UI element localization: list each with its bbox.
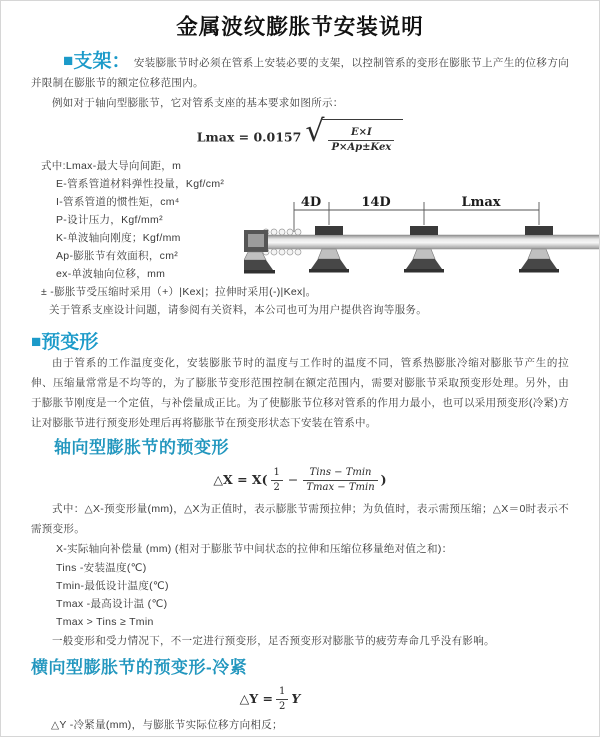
axial-subheading: 轴向型膨胀节的预变形 xyxy=(54,438,229,457)
lmax-formula-denominator: P×Ap±Kex xyxy=(331,142,392,153)
lateral-formula-half xyxy=(276,686,288,713)
x-definition-line: X-实际轴向补偿量 (mm) (相对于膨胀节中间状态的拉伸和压缩位移量绝对值之和)： xyxy=(56,543,453,555)
definition-e: E-管系管道材料弹性投量，Kgf/cm² xyxy=(56,178,225,190)
definition-ex: ex-单波轴向位移，mm xyxy=(56,268,166,280)
axial-note: 一般变形和受力情况下，不一定进行预变形，足否预变形对膨胀节的疲劳寿命几乎没有影响。 xyxy=(52,635,495,647)
axial-formula xyxy=(31,463,569,497)
section-bullet-icon: ■ xyxy=(63,51,74,70)
lmax-formula-lhs: Lmax = 0.0157 xyxy=(196,129,302,145)
sqrt-radical-group xyxy=(305,114,403,158)
temp-fraction-denominator: Tmax − Tmin xyxy=(306,482,375,493)
predeform-section-heading xyxy=(31,331,569,353)
definition-plusminus: ± -膨胀节受压缩时采用（+）|Kex|；拉伸时采用(-)|Kex|。 xyxy=(41,286,317,298)
dimension-label-14d: 14D xyxy=(361,195,391,210)
lateral-formula-rhs: Y xyxy=(291,691,301,706)
lateral-half-denominator: 2 xyxy=(279,701,286,712)
pipe xyxy=(244,235,600,249)
support-heading-label: 支架： xyxy=(73,51,131,72)
axial-formula-half xyxy=(271,467,283,494)
definition-ap: Ap-膨胀节有效面积，cm² xyxy=(56,250,179,262)
predeform-paragraph: 由于管系的工作温度变化，安装膨胀节时的温度与工作时的温度不同，管系热膨胀冷缩对膨胀节产生的拉伸、压缩量常常是不均等的，为了膨胀节变形范围控制在额定范围内，需要对膨胀节采取预变形处理。另外，由于膨胀节刚度是一个定值，与补偿量成正比。为了使膨胀节位移对管系的作用力最小，也可以采用预变形(冷紧)方让对膨胀节进行预变形处理后再将膨胀节在预变形状态下安装在管系中。 xyxy=(31,357,569,429)
temperature-inequality: Tmax > Tins ≥ Tmin xyxy=(56,616,154,628)
dimension-label-lmax: Lmax xyxy=(461,195,501,210)
lateral-formula xyxy=(1,685,539,713)
lateral-half-numerator: 1 xyxy=(276,686,288,700)
axial-formula-operator: − xyxy=(287,472,299,487)
definition-tins: Tins -安装温度(℃) xyxy=(56,562,147,574)
consult-note: 关于管系支座设计问题，请参阅有关资料，本公司也可为用户提供咨询等服务。 xyxy=(49,304,427,316)
axial-formula-temp-fraction xyxy=(303,467,377,494)
lateral-formula-lhs: △Y = xyxy=(239,691,274,706)
lateral-definition-line: △Y -冷紧量(mm)，与膨胀节实际位移方向相反； xyxy=(51,719,283,731)
axial-explanation: 式中：△X-预变形量(mm)，△X为正值时，表示膨胀节需预拉伸；为负值时，表示需预压缩；△X＝0时表示不需预变形。 xyxy=(31,503,569,535)
definition-tmax: Tmax -最高设计温 (℃) xyxy=(56,598,168,610)
definition-k: K-单波轴向刚度；Kgf/mm xyxy=(56,232,181,244)
dimension-label-4d: 4D xyxy=(300,195,322,210)
predeform-heading-label: 预变形 xyxy=(41,332,99,353)
lateral-subheading: 横向型膨胀节的预变形-冷紧 xyxy=(31,658,248,677)
lmax-formula-numerator: E×I xyxy=(328,127,394,141)
definition-i: I-管系管道的惯性矩，cm⁴ xyxy=(56,196,180,208)
half-denominator: 2 xyxy=(273,482,280,493)
support-intro-paragraph xyxy=(31,51,569,93)
pipe-support-diagram xyxy=(244,191,600,283)
definition-p: P-设计压力，Kgf/mm² xyxy=(56,214,163,226)
section-bullet-icon: ■ xyxy=(31,332,42,351)
sqrt-radical-icon: √ xyxy=(305,114,325,149)
definition-lmax: 式中:Lmax-最大导向间距，m xyxy=(41,160,182,172)
page-title: 金属波纹膨胀节安装说明 xyxy=(176,15,424,39)
half-numerator: 1 xyxy=(271,467,283,481)
support-example-line: 例如对于轴向型膨胀节，它对管系支座的基本要求如图所示： xyxy=(52,97,344,109)
definition-tmin: Tmin-最低设计温度(℃) xyxy=(56,580,169,592)
lmax-formula xyxy=(31,114,569,154)
temp-fraction-numerator: Tins − Tmin xyxy=(303,467,377,481)
axial-formula-lhs: △X = X( xyxy=(213,472,268,487)
temperature-definitions xyxy=(31,559,569,631)
support-section-heading xyxy=(63,51,131,72)
axial-formula-rhs: ) xyxy=(380,472,387,487)
support-intro-text: 安装膨胀节时必须在管系上安装必要的支架，以控制管系的变形在膨胀节上产生的位移方向并限制在膨胀节的额定位移范围内。 xyxy=(31,57,569,89)
